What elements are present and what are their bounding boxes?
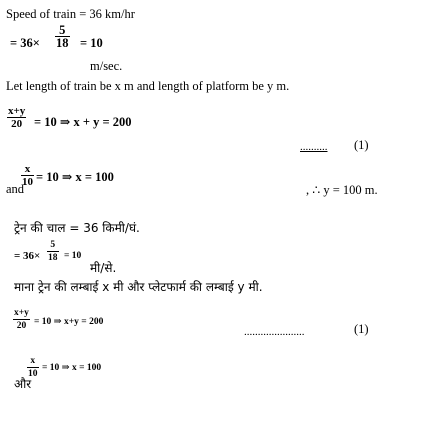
eq1-denominator: 20 [11,118,23,130]
eq2-and: and [6,182,25,196]
hindi-eq1-numerator: x+y [14,308,29,318]
eq1-dots: .......... [300,141,328,153]
hindi-eq1-denominator: 20 [16,321,27,331]
hindi-conversion-unit: मी/से. [90,261,117,275]
hindi-eq2-rest: = 10 ⇒ x = 100 [42,363,102,373]
hindi-eq2-denominator: 10 [28,369,38,379]
hindi-eq1-tag: (1) [354,322,369,336]
conversion-prefix: = 36× [10,36,40,50]
hindi-assumption-line: माना ट्रेन की लम्बाई x मी और प्लेटफार्म की लम्बाई y मी. [14,280,263,294]
eq1-numerator: x+y [8,105,26,117]
hindi-eq2-numerator: x [30,356,36,366]
hindi-speed-line: ट्रेन की चाल = 36 किमी/घं. [14,221,140,235]
eq2-denominator: 10 [22,176,33,188]
english-assumption-line: Let length of train be x m and length of platform be y m. [6,79,290,93]
hindi-conversion-result: = 10 [64,251,82,261]
hindi-eq1-dots: ...................... [244,326,305,338]
conversion-fraction [54,25,71,49]
hindi-eq2-and: और [14,377,32,391]
english-speed-line: Speed of train = 36 km/hr [6,7,135,21]
eq1-fraction [6,106,27,130]
eq2-numerator: x [24,163,31,175]
conversion-unit: m/sec. [90,59,123,73]
conversion-result: = 10 [80,36,103,50]
hindi-conversion-fraction [46,240,60,264]
hindi-eq1-rest: = 10 ⇒ x+y = 200 [34,317,104,327]
hindi-conversion-prefix: = 36× [14,250,41,262]
eq2-rest: = 10 ⇒ x = 100 [36,170,114,184]
hindi-fraction-numerator: 5 [50,240,56,250]
hindi-eq1-fraction [12,308,31,332]
fraction-denominator: 18 [56,36,69,50]
eq2-conclusion: , ∴ y = 100 m. [306,183,378,197]
eq1-tag: (1) [354,138,369,152]
hindi-fraction-denominator: 18 [48,253,58,263]
eq1-rest: = 10 ⇒ x + y = 200 [34,115,132,129]
fraction-numerator: 5 [59,23,66,37]
